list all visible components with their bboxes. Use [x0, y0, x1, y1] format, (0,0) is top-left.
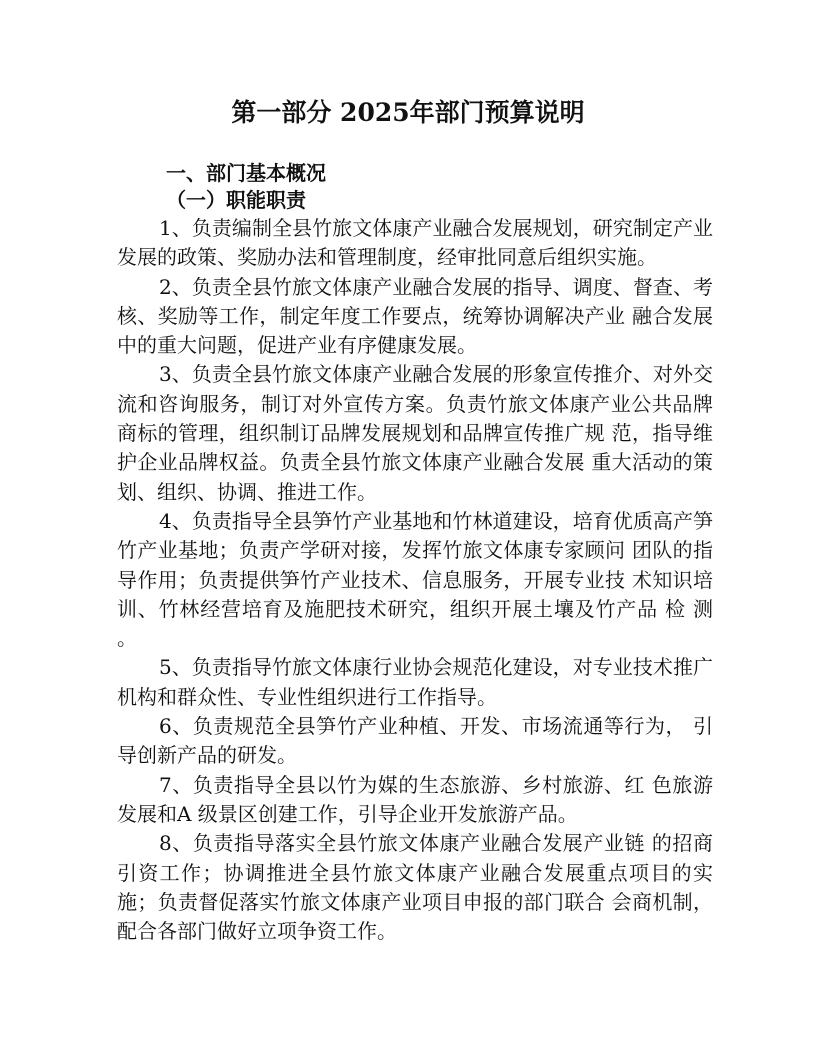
paragraph-6: 6、负责规范全县笋竹产业种植、开发、市场流通等行为， 引导创新产品的研发。	[117, 714, 713, 768]
paragraph-8: 8、负责指导落实全县竹旅文体康产业融合发展产业链 的招商引资工作；协调推进全县竹旅文体康产业融合发展重点项目的实施；负责督促落实竹旅文体康产业项目申报的部门联合 会商机制，配合各部门做好立项争资工作。	[117, 831, 713, 944]
paragraph-7: 7、负责指导全县以竹为媒的生态旅游、乡村旅游、红 色旅游发展和A 级景区创建工作，引导企业开发旅游产品。	[117, 772, 713, 826]
document-body	[117, 214, 713, 946]
paragraph-1: 1、负责编制全县竹旅文体康产业融合发展规划，研究制定产业发展的政策、奖励办法和管理制度，经审批同意后组织实施。	[117, 216, 713, 270]
section-heading: 一、部门基本概况	[166, 161, 326, 185]
subsection-heading: （一）职能职责	[166, 188, 306, 212]
paragraph-3: 3、负责全县竹旅文体康产业融合发展的形象宣传推介、对外交流和咨询服务，制订对外宣传方案。负责竹旅文体康产业公共品牌商标的管理，组织制订品牌发展规划和品牌宣传推广规 范，指导维护企业品牌权益。负责全县竹旅文体康产业融合发展 重大活动的策划、组织、协调、推进工作。	[117, 362, 713, 504]
paragraph-2: 2、负责全县竹旅文体康产业融合发展的指导、调度、督查、考核、奖励等工作，制定年度工作要点，统筹协调解决产业 融合发展中的重大问题，促进产业有序健康发展。	[117, 274, 713, 358]
paragraph-4: 4、负责指导全县笋竹产业基地和竹林道建设，培育优质高产笋竹产业基地；负责产学研对接，发挥竹旅文体康专家顾问 团队的指导作用；负责提供笋竹产业技术、信息服务，开展专业技 术知识培训、竹林经营培育及施肥技术研究，组织开展土壤及竹产品 检 测 。	[117, 508, 713, 651]
document-title: 第一部分 2025年部门预算说明	[231, 98, 585, 127]
paragraph-5: 5、负责指导竹旅文体康行业协会规范化建设，对专业技术推广机构和群众性、专业性组织进行工作指导。	[117, 655, 713, 709]
